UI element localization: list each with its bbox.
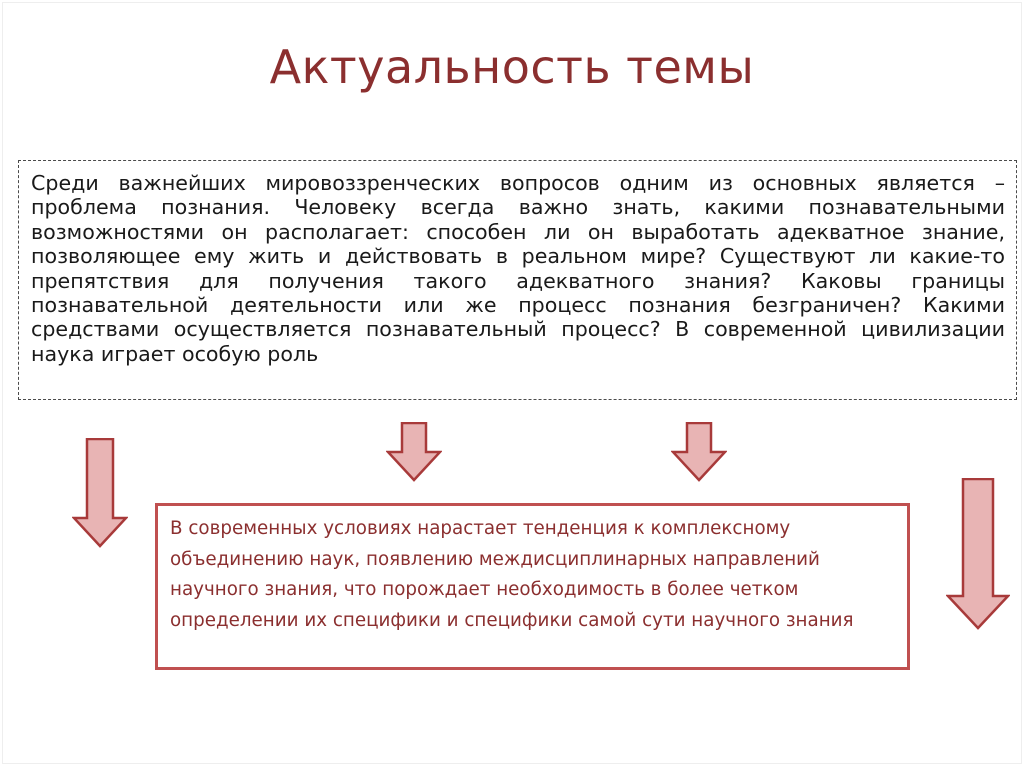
down-arrow-center-right-icon (671, 422, 727, 482)
secondary-paragraph: В современных условиях нарастает тенденция к комплексному объединению наук, появлению междисциплинарных направлений научного знания, что порождает необходимость в более четком определении их специфики и специфики самой сути научного знания (170, 518, 854, 631)
down-arrow-right-icon (946, 478, 1010, 630)
main-paragraph: Среди важнейших мировоззренческих вопросов одним из основных является – проблема познания. Человеку всегда важно знать, какими познавательными возможностями он располагает: способен ли он выработать адекватное знание, позволяющее ему жить и действовать в реальном мире? Существуют ли какие-то препятствия для получения такого адекватного знания? Каковы границы познавательной деятельности или же процесс познания безграничен? Какими средствами осуществляется познавательный процесс? В современной цивилизации наука играет особую роль (31, 171, 1005, 366)
page-title: Актуальность темы (269, 40, 755, 94)
secondary-text-box (155, 503, 910, 670)
main-text-box (18, 160, 1017, 400)
down-arrow-left-icon (72, 438, 128, 548)
down-arrow-center-left-icon (386, 422, 442, 482)
